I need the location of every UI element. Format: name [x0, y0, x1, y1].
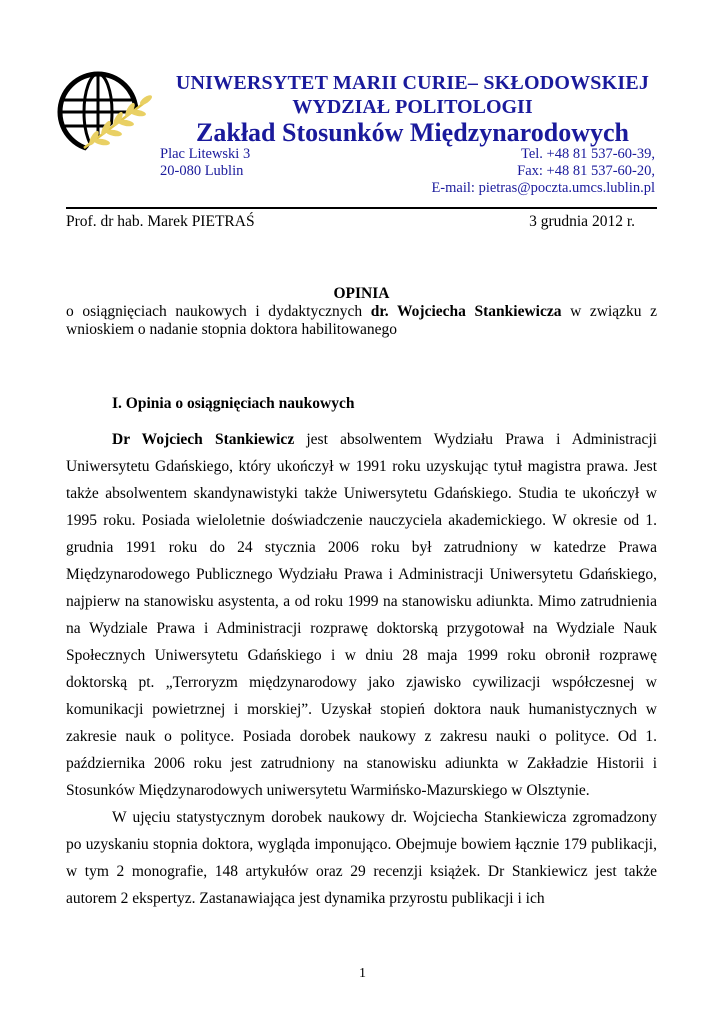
subject-prefix: o osiągnięciach naukowych i dydaktycznych [66, 303, 371, 320]
document-date: 3 grudnia 2012 r. [529, 213, 635, 230]
university-logo-icon [56, 70, 156, 160]
postal-address [160, 146, 250, 180]
author-name: Prof. dr hab. Marek PIETRAŚ [66, 213, 255, 230]
department-name: Zakład Stosunków Międzynarodowych [196, 118, 629, 147]
paragraph [66, 426, 657, 804]
contact-info [431, 146, 655, 197]
email-address: E-mail: pietras@poczta.umcs.lublin.pl [431, 180, 655, 196]
phone-number: Tel. +48 81 537-60-39, [520, 146, 655, 162]
university-name: UNIWERSYTET MARII CURIE– SKŁODOWSKIEJ [175, 72, 650, 94]
faculty-name: WYDZIAŁ POLITOLOGII [292, 96, 533, 118]
document-body [66, 426, 657, 912]
address-street: Plac Litewski 3 [160, 146, 251, 162]
page-number: 1 [359, 966, 366, 981]
paragraph: W ujęciu statystycznym dorobek naukowy dr. Wojciecha Stankiewicza zgromadzony po uzyskaniu stopnia doktora, wygląda imponująco. Obejmuje bowiem łącznie 179 publikacji, w tym 2 monografie, 148 artykułów oraz 29 recenzji książek. Dr Stankiewicz jest także autorem 2 ekspertyz. Zastanawiająca jest dynamika przyrostu publikacji i ich [66, 809, 657, 907]
fax-number: Fax: +48 81 537-60-20, [517, 163, 655, 179]
document-subject [66, 303, 657, 321]
document-title: OPINIA [333, 285, 390, 302]
document-subject-continuation: wnioskiem o nadanie stopnia doktora habilitowanego [66, 321, 398, 338]
paragraph-text: jest absolwentem Wydziału Prawa i Administracji Uniwersytetu Gdańskiego, który ukończył w 1991 roku uzyskując tytuł magistra prawa. Jest także absolwentem skandynawistyki także Uniwersytetu Gdańskiego. Studia te ukończył w 1995 roku. Posiada wieloletnie doświadczenie nauczyciela akademickiego. W okresie od 1. grudnia 1991 roku do 24 stycznia 2006 roku był zatrudniony w katedrze Prawa Międzynarodowego Publicznego Wydziału Prawa i Administracji Uniwersytetu Gdańskiego, najpierw na stanowisku asystenta, a od roku 1999 na stanowisku adiunkta. Mimo zatrudnienia na Wydziale Prawa i Administracji rozprawę doktorską przygotował na Wydziale Nauk Społecznych Uniwersytetu Gdańskiego i w dniu 28 maja 1999 roku obronił rozprawę doktorską pt. „Terroryzm międzynarodowy jako zjawisko cywilizacji współczesnej w komunikacji powietrznej i morskiej”. Uzyskał stopień doktora nauk humanistycznych w zakresie nauk o polityce. Posiada dorobek naukowy z zakresu nauki o polityce. Od 1. października 2006 roku jest zatrudniony na stanowisku adiunkta w Zakładzie Historii i Stosunków Międzynarodowych uniwersytetu Warmińsko-Mazurskiego w Olsztynie. [66, 431, 657, 799]
paragraph-person: Dr Wojciech Stankiewicz [112, 431, 295, 448]
address-city: 20-080 Lublin [160, 163, 244, 179]
section-heading: I. Opinia o osiągnięciach naukowych [112, 395, 355, 412]
subject-person: dr. Wojciecha Stankiewicza [370, 303, 562, 320]
subject-suffix: w związku z [561, 303, 658, 320]
header-divider [66, 207, 657, 209]
